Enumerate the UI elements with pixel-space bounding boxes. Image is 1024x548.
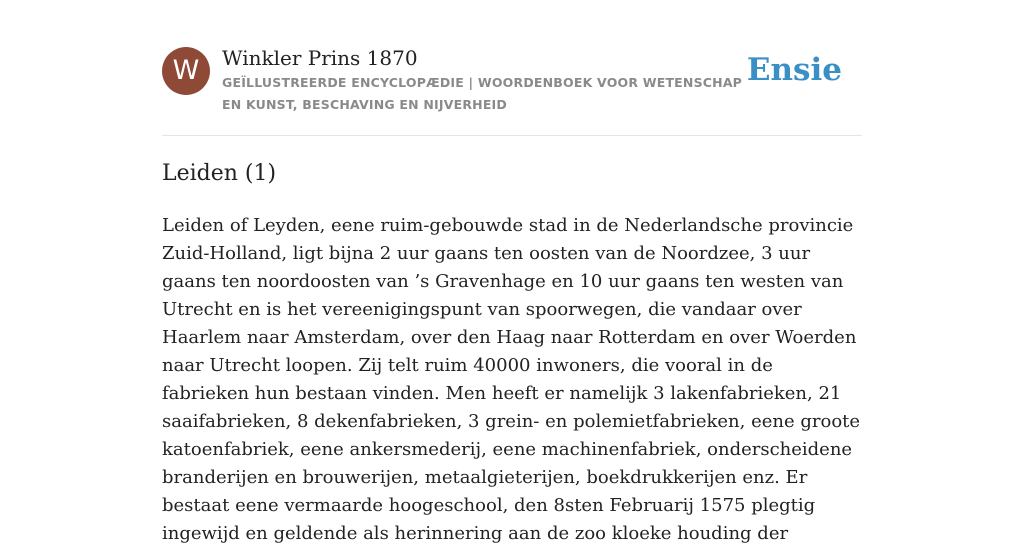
source-title[interactable]: Winkler Prins 1870 (222, 46, 418, 70)
source-header (162, 46, 862, 136)
entry-body: Leiden of Leyden, eene ruim-gebouwde stad in de Nederlandsche provincie Zuid-Holland, ligt bijna 2 uur gaans ten oosten van de Noordzee, 3 uur gaans ten noordoosten van ’s Gravenhage en 10 uur gaans ten westen van Utrecht en is het vereenigingspunt van spoorwegen, die vandaar over Haarlem naar Amsterdam, over den Haag naar Rotterdam en over Woerden naar Utrecht loopen. Zij telt ruim 40000 inwoners, die vooral in de fabrieken hun bestaan vinden. Men heeft er namelijk 3 lakenfabrieken, 21 saaifabrieken, 8 dekenfabrieken, 3 grein- en polemietfabrieken, eene groote katoenfabriek, eene ankersmederij, eene machinenfabriek, onderscheidene branderijen en brouwerijen, metaalgieterijen, boekdrukkerijen enz. Er bestaat eene vermaarde hoogeschool, den 8sten Februarij 1575 plegtig ingewijd en geldende als herinnering aan de zoo kloeke houding der (162, 215, 861, 544)
source-avatar[interactable]: W (162, 47, 210, 95)
entry-title: Leiden (1) (162, 161, 277, 186)
source-subtitle: GEÏLLUSTREERDE ENCYCLOPÆDIE | WOORDENBOEK VOOR WETENSCHAP EN KUNST, BESCHAVING EN NIJVERHEID (222, 75, 743, 112)
ensie-logo[interactable]: Ensie (746, 52, 842, 88)
